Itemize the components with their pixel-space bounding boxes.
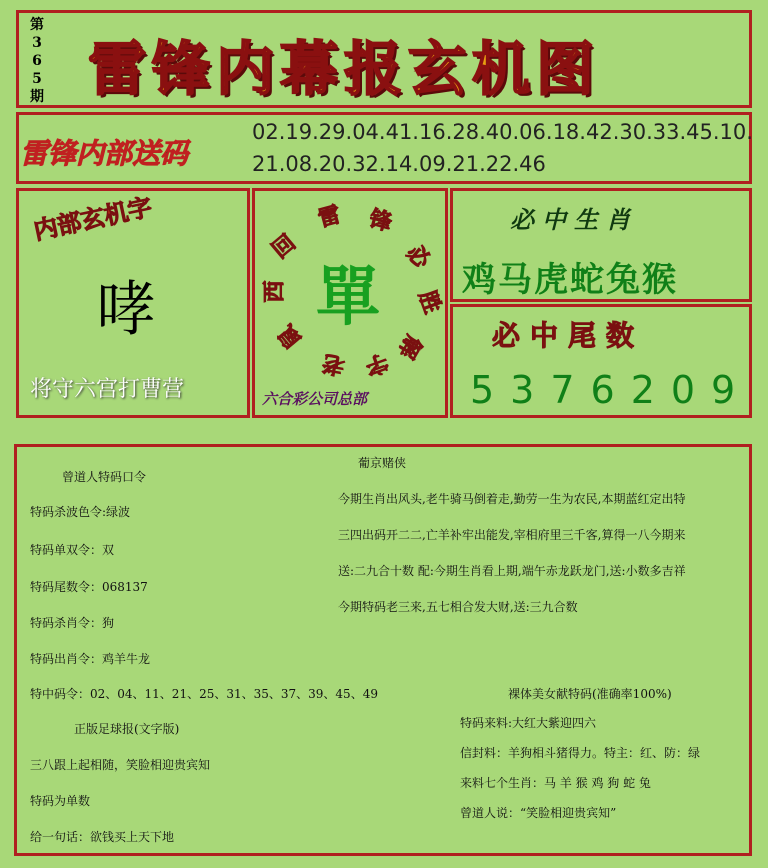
zodiac-title: 必中生肖	[510, 205, 638, 234]
ring-char: 必	[401, 239, 435, 274]
numbers-line-1: 02.19.29.04.41.16.28.40.06.18.42.30.33.45.10.	[252, 120, 753, 144]
issue-number	[18, 16, 56, 106]
bottom-center-title: 葡京赌侠	[358, 456, 407, 470]
circle-center-char: 單	[316, 260, 380, 335]
left-line: 特码杀肖令：狗	[30, 616, 115, 630]
ring-char: 回	[267, 229, 301, 264]
inner-secret-phrase: 将守六宫打曹营	[30, 377, 185, 402]
ring-char: 西	[261, 280, 288, 303]
right-line-2: 信封料：羊狗相斗猪得力。特主：红、防：绿	[460, 746, 701, 760]
tail-value: 5376209	[470, 368, 752, 412]
left-line-2: 给一句话：欲钱买上天下地	[30, 830, 175, 844]
left-line: 特码单双令：双	[30, 543, 115, 557]
right-line-2: 特码来料:大红大紫迎四六	[460, 716, 597, 730]
ring-char: 老	[320, 349, 347, 379]
right-line: 今期生肖出风头,老牛骑马倒着走,勤劳一生为农民,本期蓝红定出特	[338, 492, 686, 506]
issue-char: 第	[30, 17, 44, 33]
ring-char: 字	[361, 348, 392, 381]
numbers-line-2: 21.08.20.32.14.09.21.22.46	[252, 152, 546, 176]
ring-char: 鼠	[273, 319, 308, 354]
left-line: 特码尾数令：068137	[30, 580, 148, 594]
inner-secret-label: 内部玄机字	[31, 191, 155, 246]
left-heading: 曾道人特码口令	[62, 470, 147, 484]
right-line-2: 曾道人说：“笑脸相迎贵宾知”	[460, 806, 617, 820]
right-line: 今期特码老三来,五七相合发大财,送:三九合数	[338, 600, 578, 614]
page-title: 雷锋内幕报玄机图	[88, 35, 601, 103]
left-line: 特码出肖令：鸡羊牛龙	[30, 652, 151, 666]
ring-char: 锋	[366, 205, 395, 237]
left-line-2: 三八跟上起相随，笑脸相迎贵宾知	[30, 758, 211, 772]
circle-footer: 六合彩公司总部	[262, 390, 368, 408]
numbers-label: 雷锋内部送码	[20, 137, 189, 170]
left-heading-2: 正版足球报(文字版)	[74, 722, 180, 736]
ring-char: 解	[392, 330, 427, 363]
zodiac-value: 鸡马虎蛇兔猴	[462, 260, 678, 300]
issue-char: 3	[32, 35, 42, 51]
issue-char: 6	[32, 53, 42, 69]
issue-char: 期	[30, 89, 44, 105]
right-line-2: 来料七个生肖：马 羊 猴 鸡 狗 蛇 兔	[460, 776, 651, 790]
left-line: 特中码令：02、04、11、21、25、31、35、37、39、45、49	[30, 687, 378, 701]
right-line: 送:二九合十数 配:今期生肖看上期,端午赤龙跃龙门,送:小数多吉祥	[338, 564, 686, 578]
ring-char: 胜	[413, 287, 446, 317]
left-line: 特码杀波色令:绿波	[30, 505, 131, 519]
issue-char: 5	[32, 71, 42, 87]
left-line-2: 特码为单数	[30, 794, 91, 808]
right-line: 三四出码开二二,亡羊补牢出能发,宰相府里三千客,算得一八今期来	[338, 528, 686, 542]
tail-title: 必中尾数	[492, 319, 645, 352]
inner-secret-char: 哮	[96, 275, 156, 345]
ring-char: 雷	[315, 201, 344, 233]
right-heading: 裸体美女献特码(准确率100%)	[508, 687, 672, 701]
